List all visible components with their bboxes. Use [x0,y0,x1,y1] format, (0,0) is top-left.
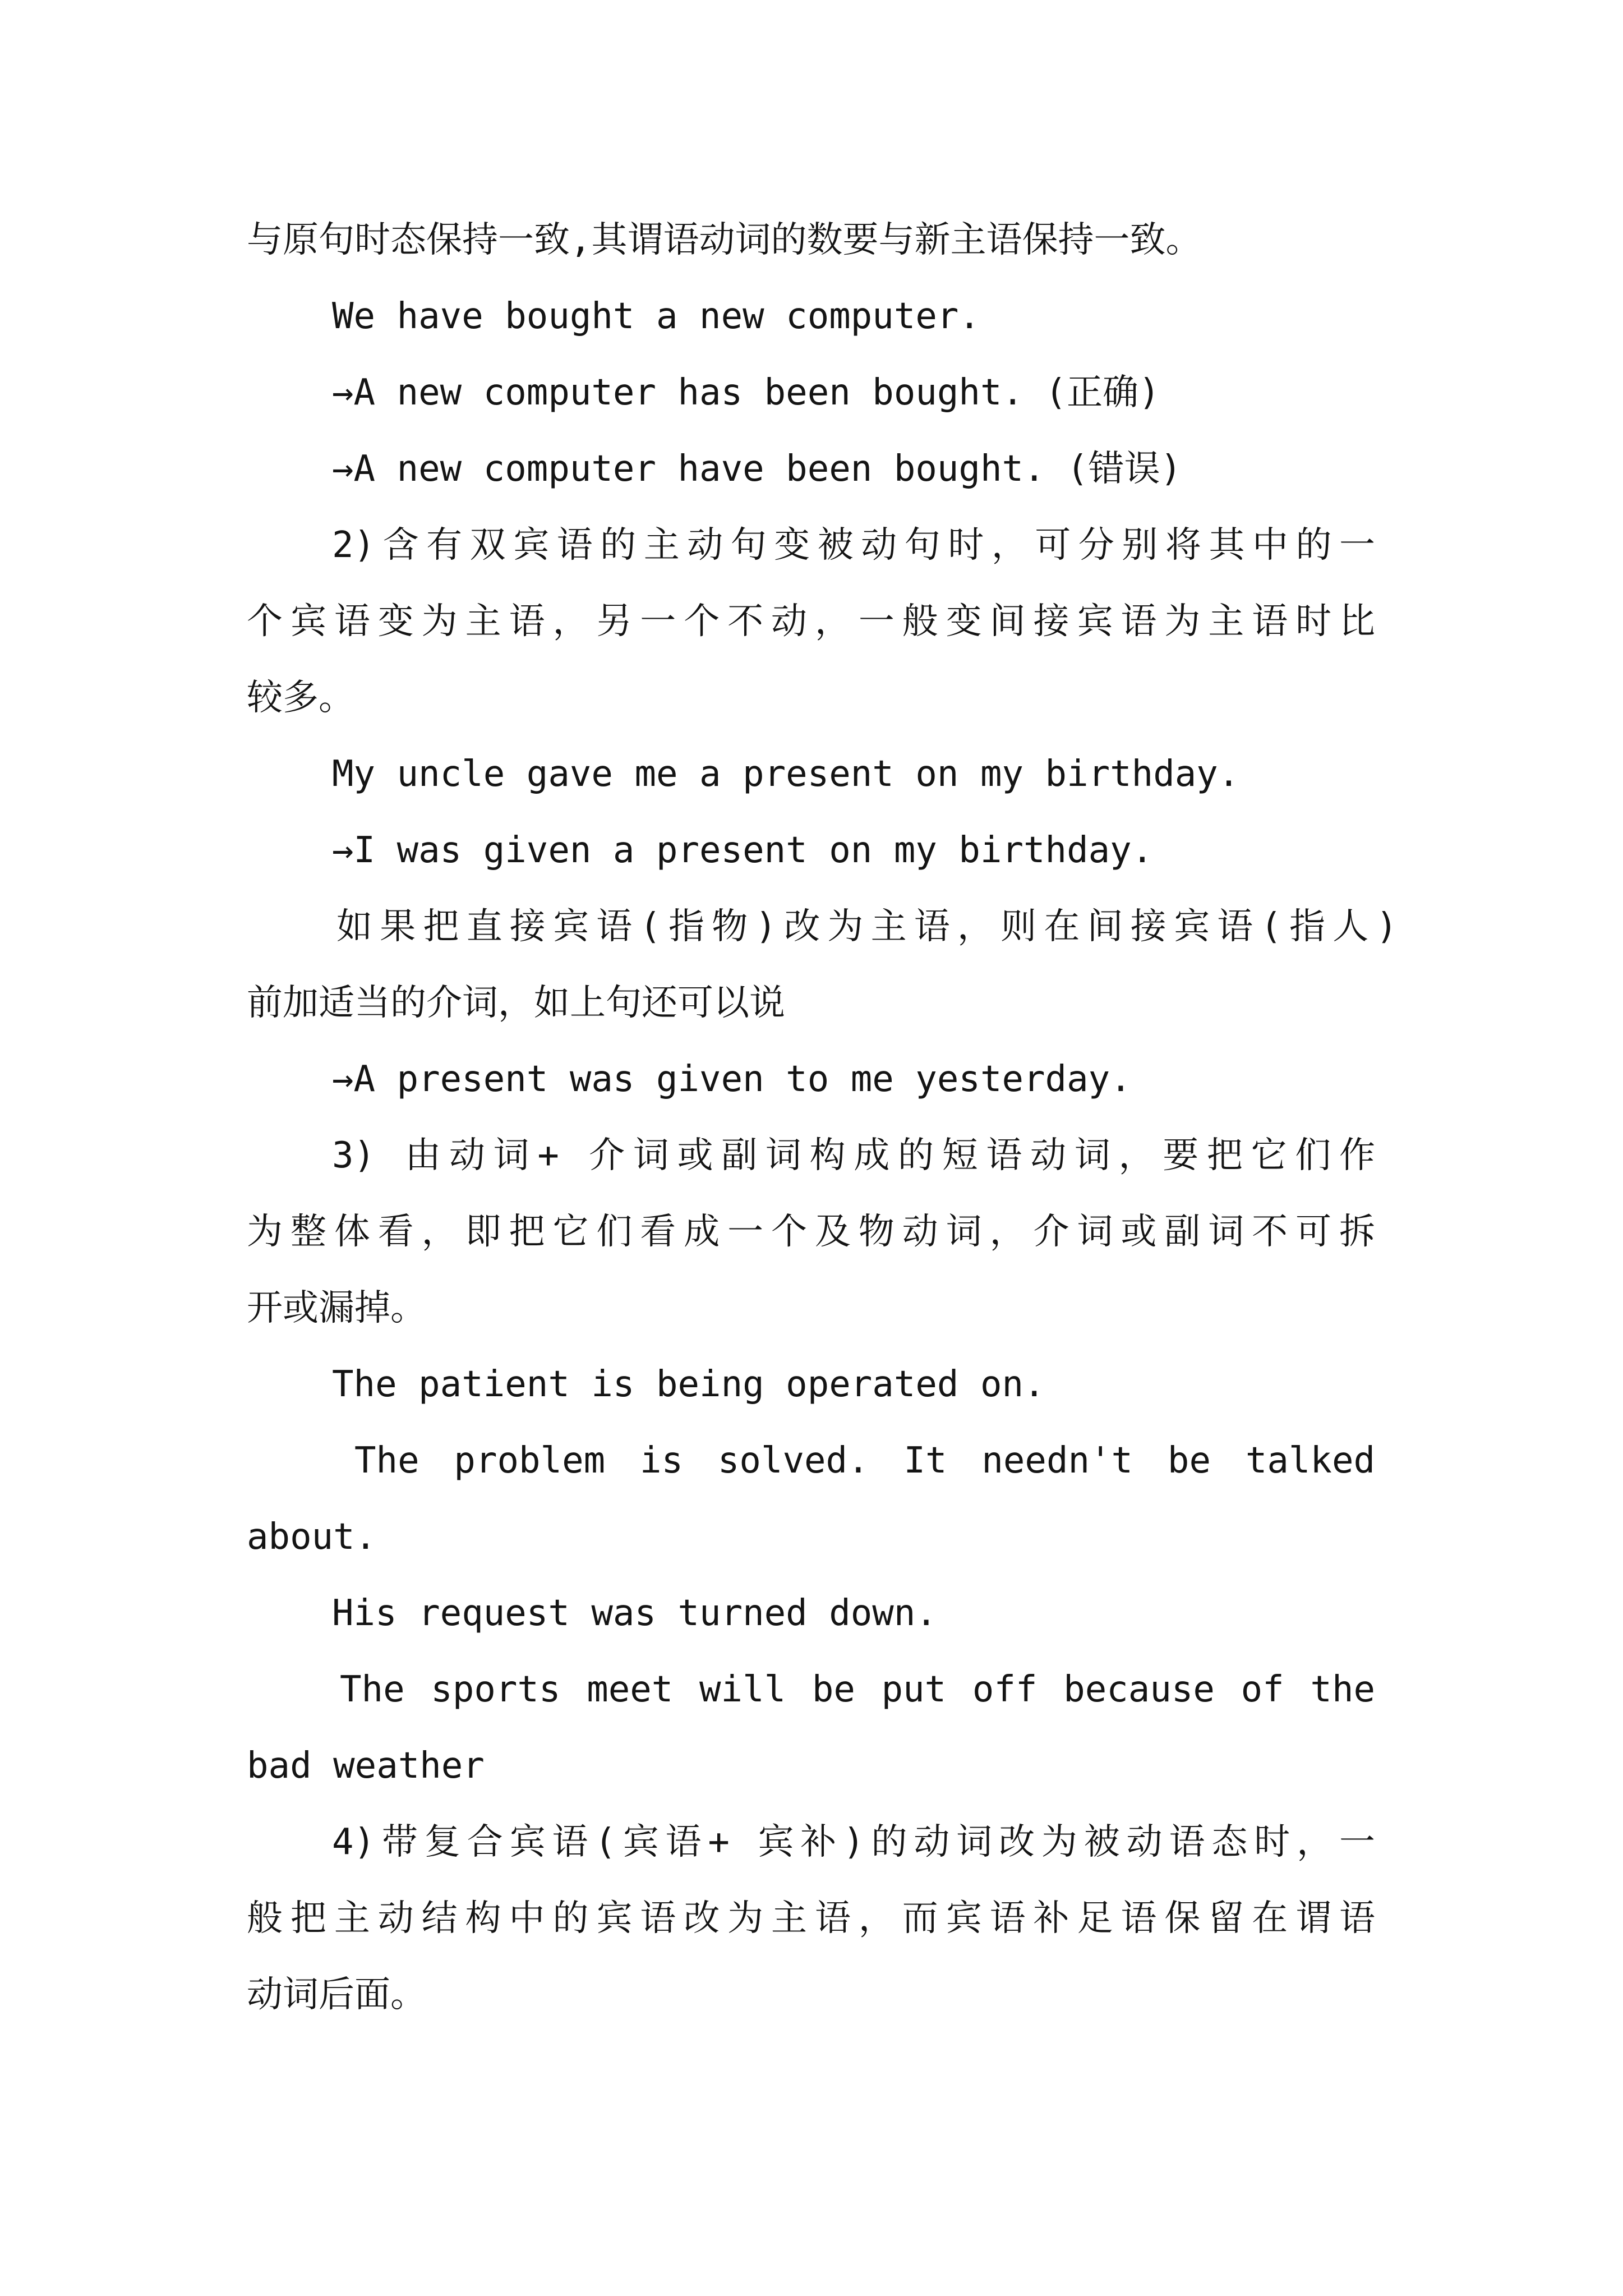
text-line: bad weather [247,1745,485,1787]
text-line: 3) 由动词+ 介词或副词构成的短语动词，要把它们作 [332,1135,1375,1176]
text-line: →A new computer have been bought. (错误) [332,448,1182,490]
text-line: His request was turned down. [332,1593,937,1634]
text-line: 前加适当的介词，如上句还可以说 [247,982,785,1024]
text-line: The patient is being operated on. [332,1364,1045,1405]
text-line: My uncle gave me a present on my birthday. [332,753,1240,795]
text-line: →A new computer has been bought. (正确) [332,372,1160,413]
text-line: 开或漏掉。 [247,1287,426,1329]
text-line: →A present was given to me yesterday. [332,1059,1132,1100]
text-line: 与原句时态保持一致,其谓语动词的数要与新主语保持一致。 [247,219,1202,261]
text-line: 个宾语变为主语，另一个不动，一般变间接宾语为主语时比 [247,601,1375,642]
text-line: 为整体看，即把它们看成一个及物动词，介词或副词不可拆 [247,1211,1375,1253]
text-line: 较多。 [247,677,354,719]
text-line: 如果把直接宾语(指物)改为主语，则在间接宾语(指人) [336,906,1398,947]
text-line: The sports meet will be put off because of the [340,1669,1375,1710]
text-line: The problem is solved. It needn't be talked [354,1440,1375,1481]
text-line: →I was given a present on my birthday. [332,830,1154,871]
text-line: 般把主动结构中的宾语改为主语，而宾语补足语保留在谓语 [247,1898,1375,1939]
text-line: 2)含有双宾语的主动句变被动句时，可分别将其中的一 [332,524,1375,566]
text-line: 动词后面。 [247,1974,426,2016]
text-line: about. [247,1516,377,1558]
text-line: 4)带复合宾语(宾语+ 宾补)的动词改为被动语态时，一 [332,1821,1375,1863]
text-line: We have bought a new computer. [332,296,980,337]
